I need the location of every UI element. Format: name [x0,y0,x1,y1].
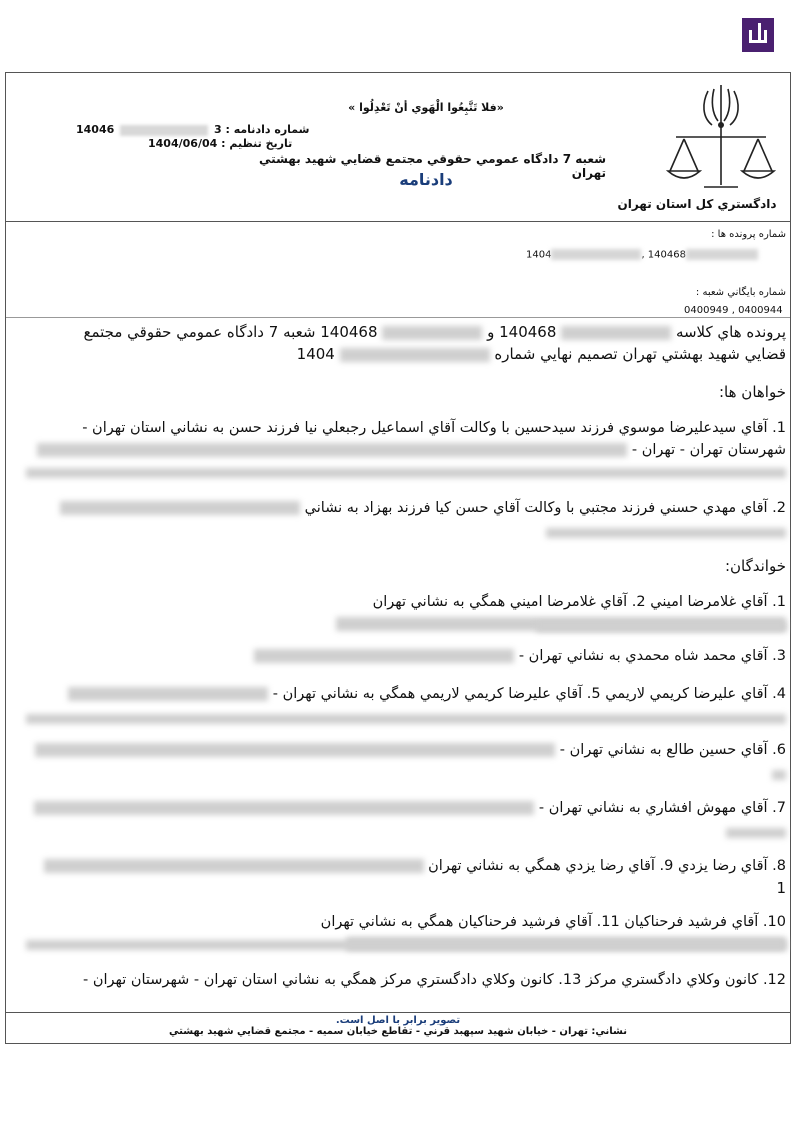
redacted-case-number [561,326,671,340]
redacted-case-file [551,249,641,260]
plaintiff-1: 1. آقاي سيدعليرضا موسوي فرزند سيدحسين با وكالت آقاي اسماعيل رجبعلي نيا فرزند حسن به نشاني استان تهران - [82,420,786,436]
document-footer [6,1012,790,1043]
document-title: دادنامه [399,170,453,189]
redacted-number [120,125,208,136]
defendant-4-5: 4. آقاي عليرضا كريمي لاريمي 5. آقاي عليرضا كريمي لاريمي همگي به نشاني تهران - [10,683,786,705]
defendant-3: 3. آقاي محمد شاه محمدي به نشاني تهران - [10,645,786,667]
quran-verse: «فلا تَتَّبِعُوا الْهَوي أنْ تَعْدِلُوا » [348,101,504,114]
province-court-name: دادگستري كل استان تهران [617,197,777,211]
case-files-value [526,249,758,261]
redacted-address [34,801,534,815]
defendant-1-2: 1. آقاي غلامرضا اميني 2. آقاي غلامرضا اميني همگي به نشاني تهران [10,591,786,635]
defendants-heading: خواندگان: [724,557,786,575]
redacted-address [26,714,786,724]
defendant-6: 6. آقاي حسين طالع به نشاني تهران - [10,739,786,761]
redacted-address [772,770,786,780]
defendant-8-9-address: 1 [776,879,786,897]
issue-date-label: تاريخ تنظيم : [221,137,293,150]
case-files-label: شماره پرونده ها : [711,229,786,240]
defendant-4-5-address [10,707,786,729]
defendant-12-13: 12. كانون وكلاي دادگستري مركز 13. كانون وكلاي دادگستري مركز همگي به نشاني استان تهران - شهرستان تهران - [83,972,786,988]
issue-date-value: 1404/06/04 [148,137,218,150]
redacted-address [536,622,786,632]
defendant-10-11: 10. آقاي فرشيد فرحناكيان 11. آقاي فرشيد فرحناكيان همگي به نشاني تهران [10,911,786,955]
issue-date-row [148,137,292,150]
verdict-number-tail: 3 [213,123,222,136]
redacted-case-file [686,249,758,260]
redacted-address [254,649,514,663]
intro-paragraph: پرونده هاي كلاسه 140468 و 140468 شعبه 7 دادگاه عمومي حقوقي مجتمع [83,323,786,341]
certified-copy-note: تصوير برابر با اصل است. [335,1015,461,1026]
defendant-7-address [10,821,786,843]
judiciary-logo-icon [742,18,774,52]
archive-number-value: 0400949 , 0400944 [684,305,783,316]
plaintiff-1-address: شهرستان تهران - تهران - [10,439,786,461]
redacted-address [26,940,786,950]
redacted-address [26,468,786,478]
court-address: نشاني: تهران - خيابان شهيد سپهبد قرني - تقاطع خيابان سميه - مجتمع قضايي شهيد بهشتي [169,1026,627,1037]
case-file-2: , 140468 [641,249,686,261]
defendant-7: 7. آقاي مهوش افشاري به نشاني تهران - [10,797,786,819]
plaintiff-2-address [10,521,786,543]
redacted-address [37,443,627,457]
verdict-number-label: شماره دادنامه : [225,123,310,136]
case-file-1: 1404 [526,249,552,261]
plaintiff-1-address-cont [10,461,786,471]
document-header [6,73,790,222]
redacted-address [68,687,268,701]
redacted-decision-number [340,348,490,362]
verdict-number-row [76,123,309,136]
redacted-address [60,501,300,515]
redacted-address [726,828,786,838]
verdict-document [5,72,791,1044]
case-files-block [6,221,790,318]
court-branch-name: شعبه 7 دادگاه عمومي حقوقي مجتمع قضايي شهيد بهشتي تهران [259,152,606,180]
defendant-1-2-address [10,615,786,637]
redacted-address [546,528,786,538]
plaintiff-2: 2. آقاي مهدي حسني فرزند مجتبي با وكالت آقاي حسن كيا فرزند بهزاد به نشاني [10,497,786,519]
defendant-10-11-address [10,933,786,955]
intro-paragraph-line2: قضايي شهيد بهشتي تهران تصميم نهايي شماره 1404 [296,345,786,363]
redacted-case-number [382,326,482,340]
plaintiffs-heading: خواهان ها: [719,383,786,401]
redacted-address [35,743,555,757]
verdict-number-value: 14046 [76,123,115,136]
archive-number-label: شماره بايگاني شعبه : [695,287,786,298]
defendant-6-address [10,763,786,785]
emblem-scales-icon [656,81,786,199]
defendant-8-9: 8. آقاي رضا يزدي 9. آقاي رضا يزدي همگي به نشاني تهران [10,855,786,877]
redacted-address [44,859,424,873]
